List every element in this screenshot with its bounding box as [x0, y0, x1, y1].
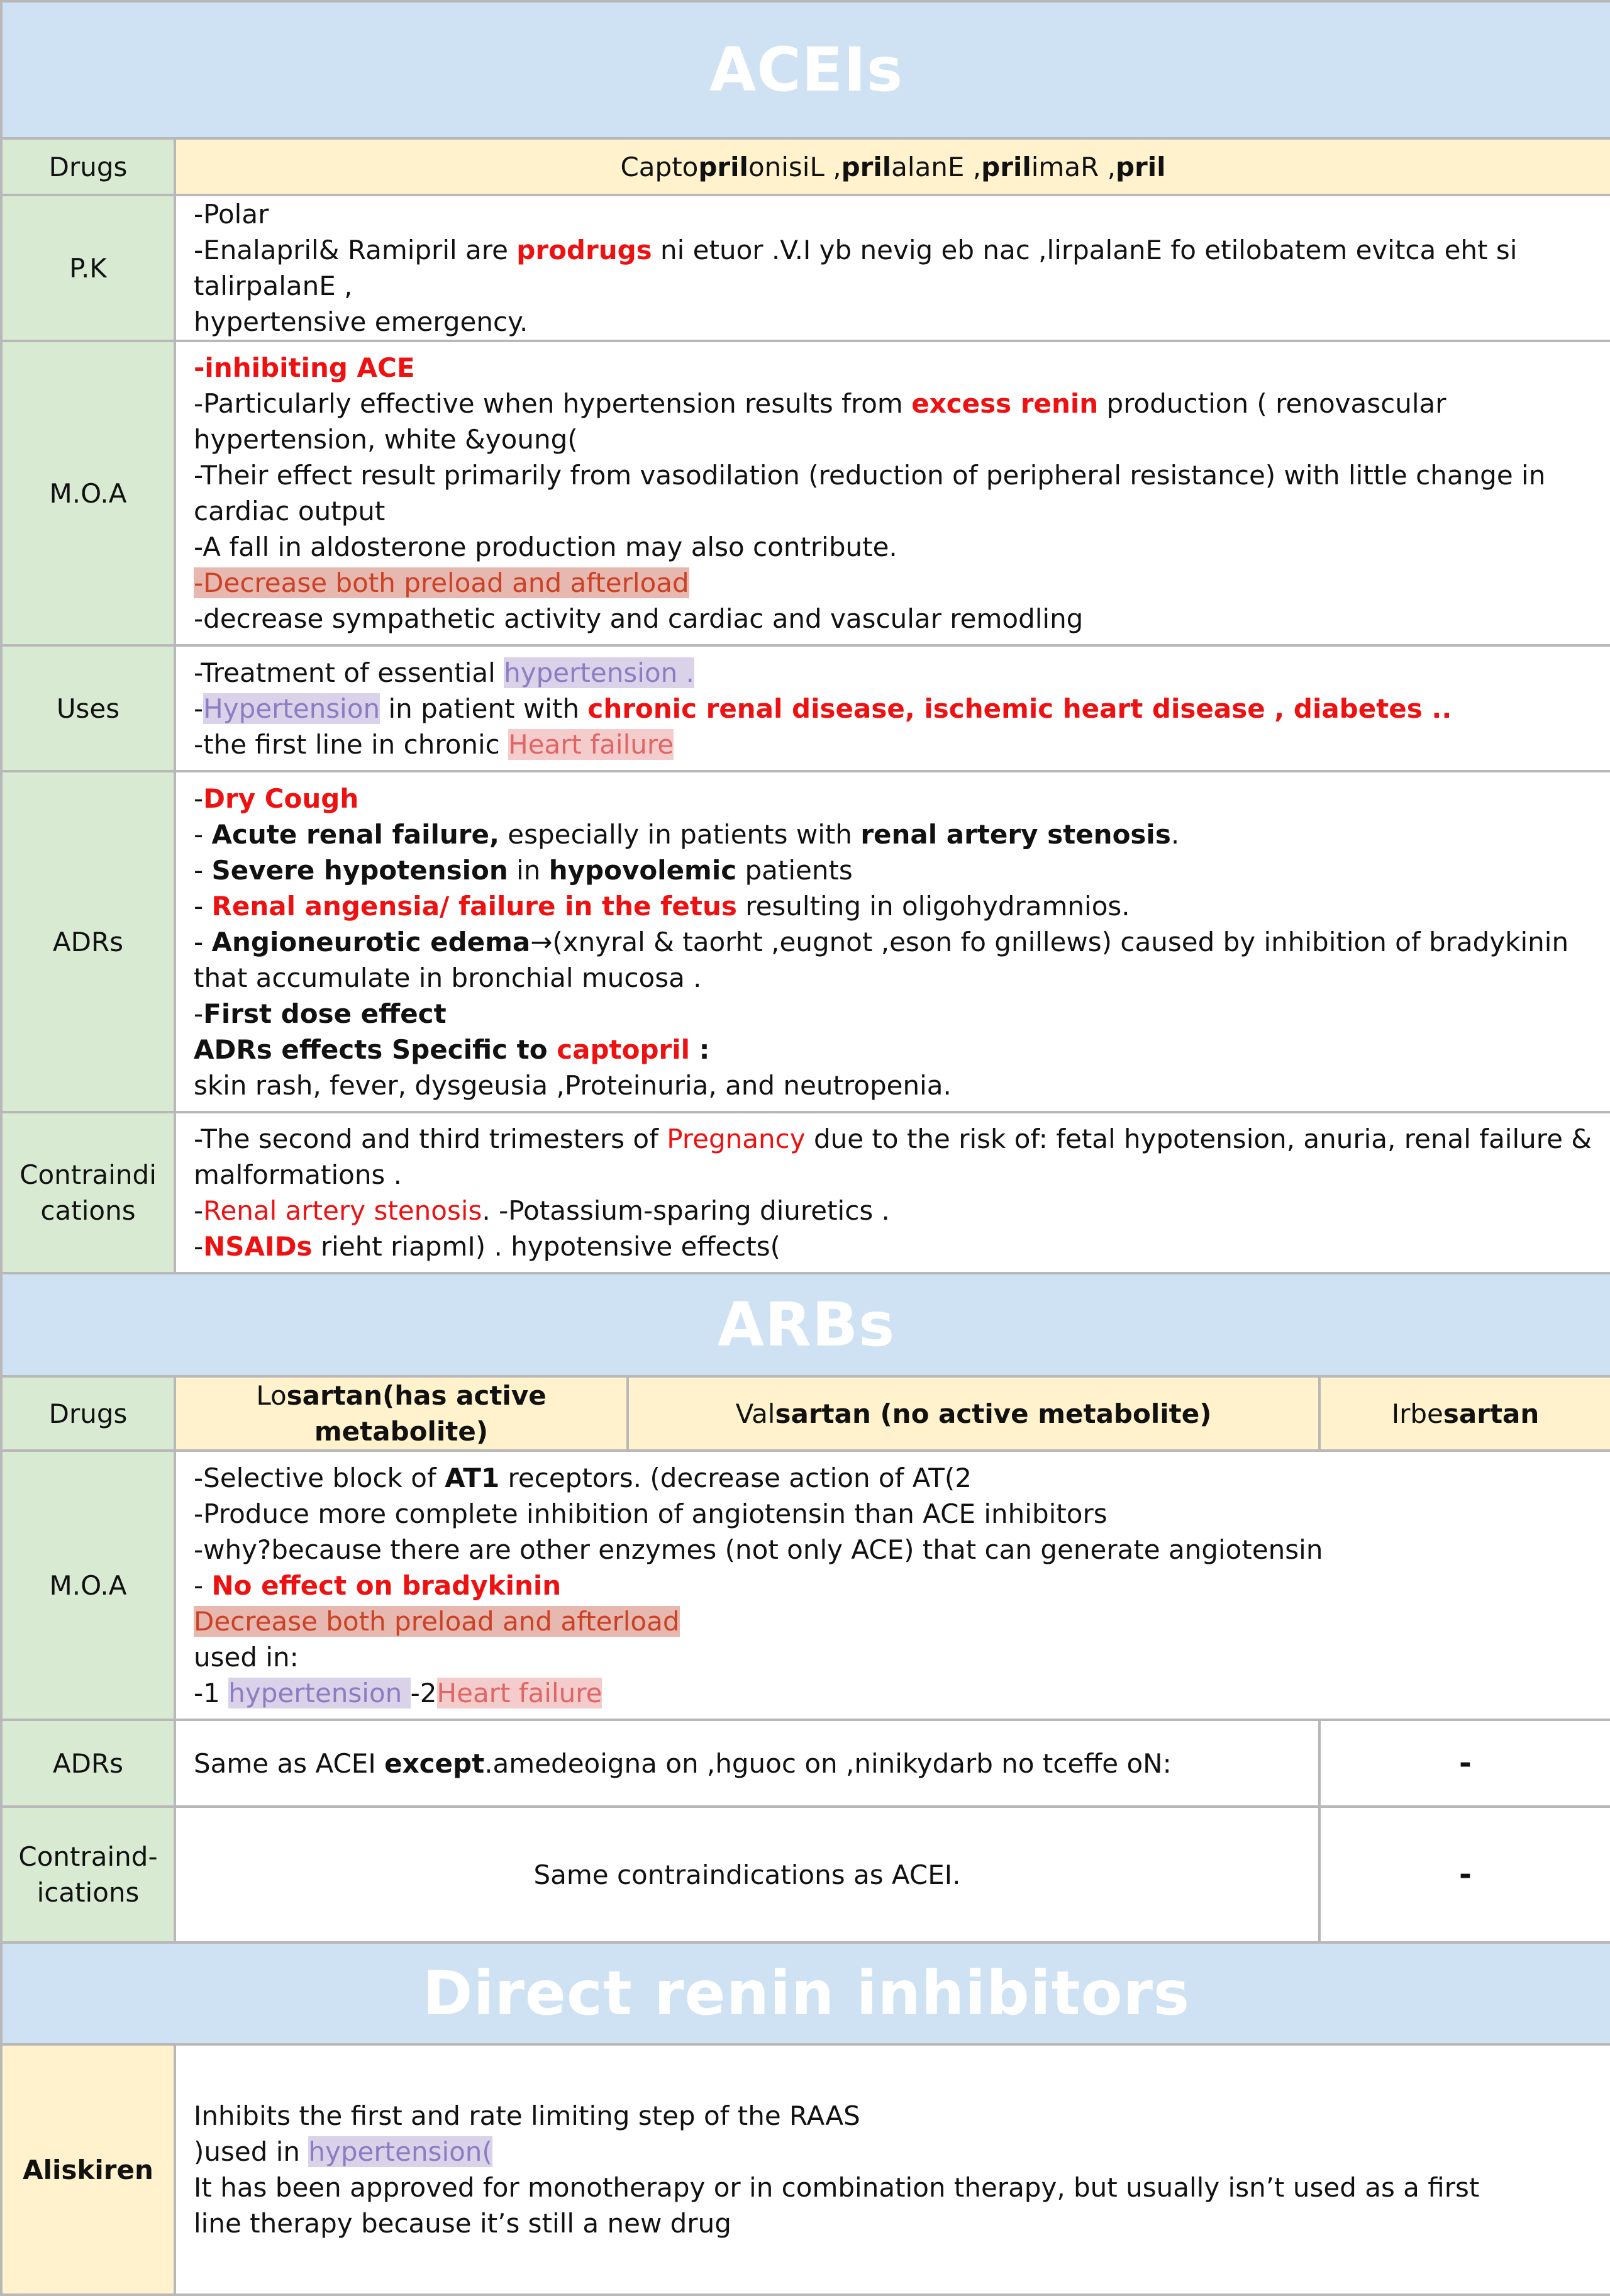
drug-valsartan: Valsartan (no active metabolite) [628, 1376, 1319, 1451]
acei-pk-content: -Polar -Enalapril& Ramipril are prodrugs ni etuor .V.I yb nevig eb nac ,lirpalanE fo etilobatem evitca eht si talirpalanE , hypertensive emergency. [175, 195, 1610, 341]
highlight-preload-afterload: Decrease both preload and afterload [194, 1605, 680, 1637]
acei-adrs-content: -Dry Cough - Acute renal failure, especially in patients with renal artery stenosis. - Severe hypotension in hypovolemic patients - Renal angensia/ failure in the fetus resulting in oligohydramnios. - Angioneurotic edema→(xnyral & taorht ,eugnot ,eson fo gnillews) caused by inhibition of bradykinin that accumulate in bronchial mucosa . -First dose effect ADRs effects Specific to captopril : skin rash, fever, dysgeusia ,Proteinuria, and neutropenia. [175, 771, 1610, 1112]
row-label-pk: P.K [1, 195, 175, 341]
row-label-drugs: Drugs [1, 138, 175, 195]
drug-losartan: Losartan(has active metabolite) [175, 1376, 628, 1451]
row-label-adrs: ADRs [1, 771, 175, 1112]
acei-drug-list: CaptoprilonisiL ,prilalanE ,prilimaR ,pril [175, 138, 1610, 195]
row-label-contraindications: Contraindi cations [1, 1112, 175, 1273]
row-label-aliskiren: Aliskiren [1, 2044, 175, 2295]
acei-moa-content: -inhibiting ACE -Particularly effective when hypertension results from excess renin production ( renovascular hypertension, white &young( -Their effect result primarily from vasodilation (reduction of peripheral resistance) with little change in cardiac output -A fall in aldosterone production may also contribute. -Decrease both preload and afterload -decrease sympathetic activity and cardiac and vascular remodling [175, 341, 1610, 645]
section-title-arbs: ARBs [1, 1273, 1610, 1376]
drug-irbesartan: Irbesartan [1319, 1376, 1610, 1451]
arb-adrs-content: Same as ACEI except.amedeoigna on ,hguoc on ,ninikydarb no tceffe oN: [175, 1720, 1319, 1807]
highlight-preload-afterload: -Decrease both preload and afterload [194, 567, 689, 598]
row-label-moa: M.O.A [1, 1451, 175, 1720]
irbesartan-adrs-dash: - [1319, 1720, 1610, 1807]
arb-moa-content: -Selective block of AT1 receptors. (decrease action of AT(2 -Produce more complete inhibition of angiotensin than ACE inhibitors -why?because there are other enzymes (not only ACE) that can generate angiotensin - No effect on bradykinin Decrease both preload and afterload used in: -1 hypertension -2Heart failure [175, 1451, 1610, 1720]
row-label-drugs: Drugs [1, 1376, 175, 1451]
acei-contraindications-content: -The second and third trimesters of Pregnancy due to the risk of: fetal hypotension, anuria, renal failure & malformations . -Renal artery stenosis. -Potassium-sparing diuretics . -NSAIDs rieht riapmI) . hypotensive effects( [175, 1112, 1610, 1273]
arb-contraindications-content: Same contraindications as ACEI. [175, 1807, 1319, 1942]
row-label-contraindications: Contraind-ications [1, 1807, 175, 1942]
irbesartan-contra-dash: - [1319, 1807, 1610, 1942]
aliskiren-content: Inhibits the first and rate limiting step of the RAAS )used in hypertension( It has been approved for monotherapy or in combination therapy, but usually isn’t used as a first line therapy because it’s still a new drug [175, 2044, 1610, 2295]
row-label-uses: Uses [1, 645, 175, 771]
section-title-aceis: ACEIs [1, 1, 1610, 138]
section-title-direct-renin-inhibitors: Direct renin inhibitors [1, 1942, 1610, 2044]
row-label-adrs: ADRs [1, 1720, 175, 1807]
row-label-moa: M.O.A [1, 341, 175, 645]
acei-uses-content: -Treatment of essential hypertension . -Hypertension in patient with chronic renal disease, ischemic heart disease , diabetes .. -the first line in chronic Heart failure [175, 645, 1610, 771]
